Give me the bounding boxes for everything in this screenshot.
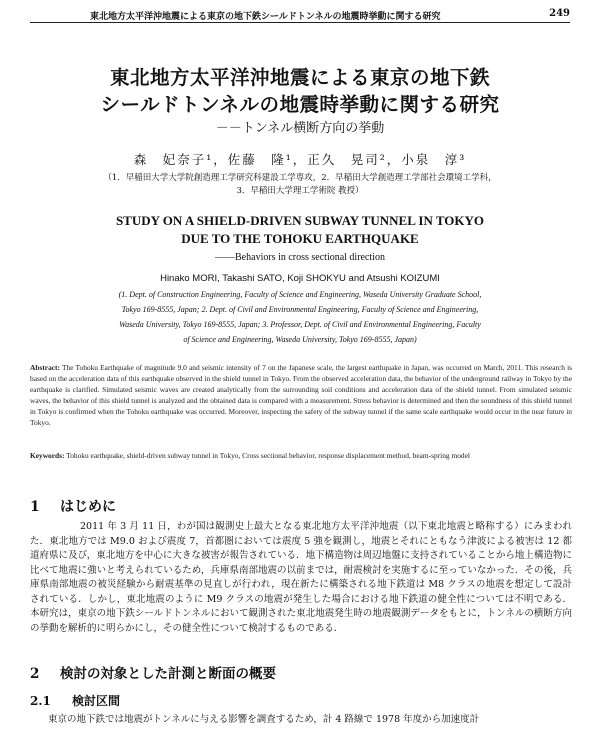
affiliations-en-line4: of Science and Engineering, Waseda University, Tokyo 169-8555, Japan) <box>183 335 417 344</box>
subsection-title: 検討区間 <box>72 694 121 708</box>
keywords <box>30 450 572 461</box>
affiliations-jp-line2: 3．早稲田大学理工学術院 教授） <box>236 186 364 196</box>
authors-jp: 森 妃奈子¹，佐藤 隆¹，正久 晃司²，小泉 淳³ <box>133 152 467 167</box>
keywords-text: Tohoku earthquake, shield-driven subway tunnel in Tokyo, Cross sectional behavior, response displacement method, beam-spring model <box>66 451 470 460</box>
paper-title-jp-line2: シールドトンネルの地震時挙動に関する研究 <box>100 93 500 116</box>
subsection-heading-study-section <box>30 692 120 709</box>
paper-title-en-line2: DUE TO THE TOHOKU EARTHQUAKE <box>181 231 419 246</box>
paper-subtitle-en: ——Behaviors in cross sectional direction <box>215 252 385 263</box>
introduction-paragraph: 2011 年 3 月 11 日，わが国は観測史上最大となる東北地方太平洋沖地震（以下東北地震と略称する）にみまわれた．東北地方では M9.0 および震度 7，首都圏においては震度 5 強を観測し，地震とそれにともなう津波による被害は 12 都道府県に及び，東北地方を中心に大きな被害が報告されている．地下構造物は周辺地盤に支持されていることから地上構造物に比べて地震に強いと考えられているため，兵庫県南部地震の以前までは，耐震検討を実施するに至っていなかった．その後，兵庫県南部地震の被災経験から耐震基準の見直しが行われ，現在新たに構築される地下鉄道は M8 クラスの地震を想定して設計されている．しかし，東北地震のように M9 クラスの地震が発生した場合における地下鉄道の健全性については不明である．本研究は，東京の地下鉄シールドトンネルにおいて観測された東北地震発生時の地震観測データをもとに，トンネルの横断方向の挙動を解析的に明らかにし，その健全性について検討するものである． <box>30 521 572 634</box>
section-heading-introduction <box>30 496 116 516</box>
study-section-paragraph: 東京の地下鉄では地震がトンネルに与える影響を調査するため，計 4 路線で 1978 年度から加速度計 <box>48 714 480 725</box>
affiliations-en-line3: Waseda University, Tokyo 169-8555, Japan; 3. Professor, Dept. of Civil and Environmental Engineering, Faculty <box>119 320 481 329</box>
page-number: 249 <box>549 8 570 19</box>
section-title: 検討の対象とした計測と断面の概要 <box>60 666 276 682</box>
abstract-label: Abstract: <box>30 363 60 372</box>
section-title: はじめに <box>60 499 116 515</box>
affiliations-en-line1: (1. Dept. of Construction Engineering, Faculty of Science and Engineering, Waseda University Graduate School, <box>118 290 482 299</box>
abstract <box>30 362 572 428</box>
section-number: 1 <box>30 499 40 515</box>
affiliations-jp-line1: （1．早稲田大学大学院創造理工学研究科建設工学専攻，2．早稲田大学創造理工学部社会環境工学科， <box>103 173 497 183</box>
authors-en: Hinako MORI, Takashi SATO, Koji SHOKYU and Atsushi KOIZUMI <box>160 273 440 284</box>
paper-title-jp-line1: 東北地方太平洋沖地震による東京の地下鉄 <box>109 66 490 89</box>
paper-subtitle-jp: －－トンネル横断方向の挙動 <box>215 121 385 136</box>
keywords-label: Keywords: <box>30 451 65 460</box>
section-number: 2 <box>30 666 40 682</box>
running-header <box>30 8 570 23</box>
section-heading-measurement <box>30 662 276 682</box>
paper-title-en-line1: STUDY ON A SHIELD-DRIVEN SUBWAY TUNNEL IN TOKYO <box>115 213 485 228</box>
subsection-number: 2.1 <box>30 694 51 708</box>
abstract-text: The Tohoku Earthquake of magnitude 9.0 and seismic intensity of 7 on the Japanese scale, the largest earthquake in Japan, was occurred on March, 2011. This research is based on the acceleration data of this earthquake observed in the shield tunnel in Tokyo. From the observed acceleration data, the behavior of the underground railway in Tokyo by the earthquake is clarified. Simulated seismic waves are created analytically from the surrounding soil conditions and acceleration data of the shield tunnel. From simulated seismic waves, the behavior of this shield tunnel is analyzed and the obtained data is compared with a measurement. Stress behavior is determined and then the soundness of this shield tunnel in Tokyo is confirmed when the Tohoku earthquake was occurred. Moreover, inspecting the safety of the subway tunnel if the same scale earthquake would occur in the near future in Tokyo. <box>30 363 572 427</box>
affiliations-en-line2: Tokyo 169-8555, Japan; 2. Dept. of Civil and Environmental Engineering, Faculty of Science and Engineering, <box>121 305 479 314</box>
running-title: 東北地方太平洋沖地震による東京の地下鉄シールドトンネルの地震時挙動に関する研究 <box>90 12 441 22</box>
